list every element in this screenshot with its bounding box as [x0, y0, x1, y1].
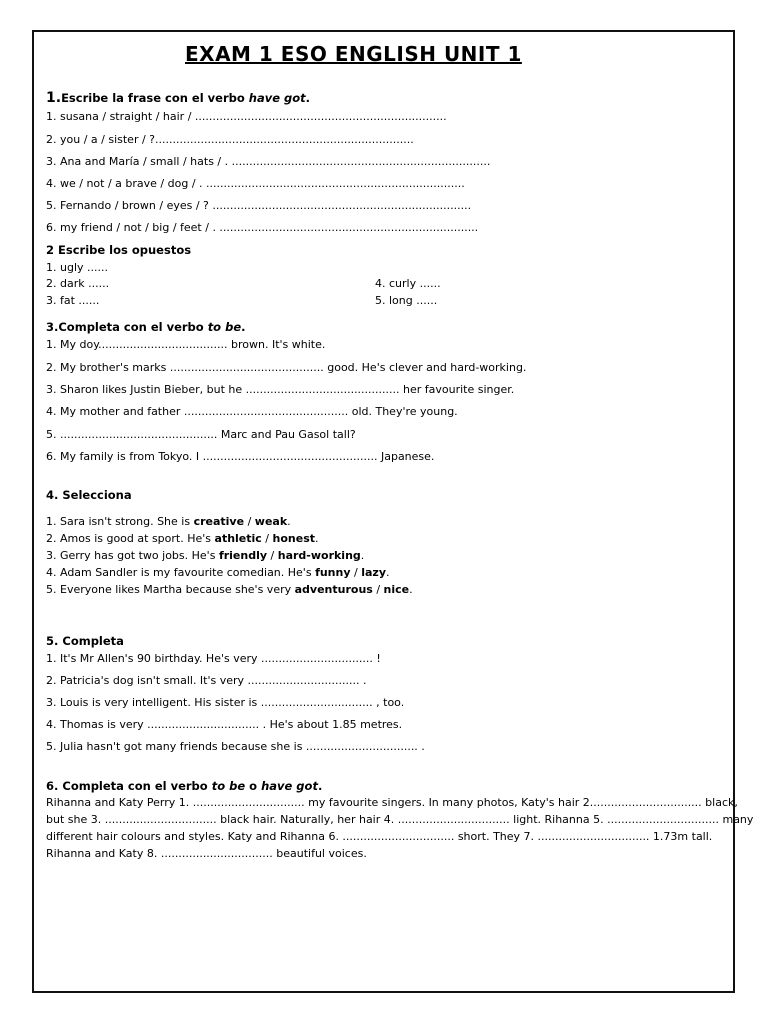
section-6-paragraph-line: Rihanna and Katy Perry 1. ................................ my favourite singers. In many photos, Katy's hair 2................................ black,	[46, 796, 738, 809]
option-separator: /	[350, 566, 362, 579]
option-separator: /	[372, 583, 384, 596]
section-5-item: 5. Julia hasn't got many friends because she is ................................ .	[46, 740, 425, 753]
section-1-heading-text: Escribe la frase con el verbo	[61, 91, 249, 105]
item-text: 1. Sara isn't strong. She is	[46, 515, 194, 528]
section-2-heading: 2 Escribe los opuestos	[46, 243, 192, 257]
option-b: lazy	[361, 566, 386, 579]
exam-title: EXAM 1 ESO ENGLISH UNIT 1	[185, 42, 522, 66]
section-6-paragraph-line: different hair colours and styles. Katy and Rihanna 6. ................................ short. They 7. ................................ 1.73m tall.	[46, 830, 713, 843]
option-b: weak	[254, 515, 288, 528]
option-separator: /	[244, 515, 255, 528]
section-2-item: 2. dark ......	[46, 277, 110, 290]
section-1-item: 5. Fernando / brown / eyes / ? ..........................................................................	[46, 199, 472, 212]
section-4-heading: 4. Selecciona	[46, 488, 132, 502]
section-1-number: 1.	[46, 90, 62, 106]
option-b: hard-working	[277, 549, 361, 562]
option-a: funny	[315, 566, 351, 579]
section-1-heading	[46, 90, 310, 106]
section-3-heading-end: .	[241, 320, 246, 334]
section-4-item	[46, 566, 390, 579]
section-1-heading-end: .	[305, 91, 311, 105]
section-6-heading-text: 6. Completa con el verbo	[46, 779, 212, 793]
section-1-item: 6. my friend / not / big / feet / . ..........................................................................	[46, 221, 479, 234]
section-2-item: 3. fat ......	[46, 294, 100, 307]
item-text: 3. Gerry has got two jobs. He's	[46, 549, 219, 562]
section-5-item: 1. It's Mr Allen's 90 birthday. He's very ................................ !	[46, 652, 381, 665]
section-3-item: 4. My mother and father ............................................... old. They're young.	[46, 405, 458, 418]
section-5-item: 2. Patricia's dog isn't small. It's very ................................ .	[46, 674, 367, 687]
section-6-heading-verb-2: have got	[261, 779, 318, 793]
section-5-item: 4. Thomas is very ................................ . He's about 1.85 metres.	[46, 718, 403, 731]
section-3-heading	[46, 320, 246, 334]
item-text: 5. Everyone likes Martha because she's very	[46, 583, 295, 596]
section-2-item: 1. ugly ......	[46, 261, 108, 274]
item-end: .	[360, 549, 365, 562]
section-5-item: 3. Louis is very intelligent. His sister is ................................ , too.	[46, 696, 405, 709]
section-4-item	[46, 583, 413, 596]
section-2-item: 4. curly ......	[375, 277, 441, 290]
section-3-item: 3. Sharon likes Justin Bieber, but he ............................................ her favourite singer.	[46, 383, 515, 396]
section-4-item	[46, 532, 319, 545]
option-a: athletic	[214, 532, 262, 545]
item-end: .	[315, 532, 319, 545]
section-6-heading-or: o	[245, 779, 262, 793]
option-a: friendly	[218, 549, 268, 562]
item-text: 4. Adam Sandler is my favourite comedian. He's	[46, 566, 316, 579]
section-6-paragraph-line: Rihanna and Katy 8. ................................ beautiful voices.	[46, 847, 367, 860]
section-1-heading-verb: have got	[248, 91, 306, 105]
option-separator: /	[267, 549, 278, 562]
option-separator: /	[261, 532, 273, 545]
section-6-heading-verb-1: to be	[211, 779, 246, 793]
item-end: .	[386, 566, 390, 579]
section-1-item: 1. susana / straight / hair / ........................................................................	[46, 110, 447, 123]
option-b: honest	[272, 532, 316, 545]
section-2-item: 5. long ......	[375, 294, 438, 307]
section-3-item: 1. My doy..................................... brown. It's white.	[46, 338, 326, 351]
item-end: .	[287, 515, 291, 528]
section-1-item: 4. we / not / a brave / dog / . ..........................................................................	[46, 177, 465, 190]
section-5-heading: 5. Completa	[46, 634, 124, 648]
item-text: 2. Amos is good at sport. He's	[46, 532, 215, 545]
item-end: .	[409, 583, 413, 596]
section-1-item: 2. you / a / sister / ?..........................................................................	[46, 133, 414, 146]
section-3-item: 6. My family is from Tokyo. I .................................................. Japanese.	[46, 450, 435, 463]
option-a: adventurous	[294, 583, 373, 596]
section-6-heading-end: .	[317, 779, 323, 793]
section-3-item: 2. My brother's marks ............................................ good. He's clever and hard-working.	[46, 361, 527, 374]
section-1-item: 3. Ana and María / small / hats / . ..........................................................................	[46, 155, 491, 168]
section-3-item: 5. ............................................. Marc and Pau Gasol tall?	[46, 428, 356, 441]
section-3-heading-text: 3.Completa con el verbo	[46, 320, 208, 334]
option-b: nice	[383, 583, 410, 596]
option-a: creative	[193, 515, 245, 528]
section-4-item	[46, 549, 364, 562]
section-3-heading-verb: to be	[207, 320, 242, 334]
section-6-heading	[46, 779, 322, 793]
section-4-item	[46, 515, 291, 528]
section-6-paragraph-line: but she 3. ................................ black hair. Naturally, her hair 4. ................................ light. Rihanna 5. ................................ many	[46, 813, 754, 826]
